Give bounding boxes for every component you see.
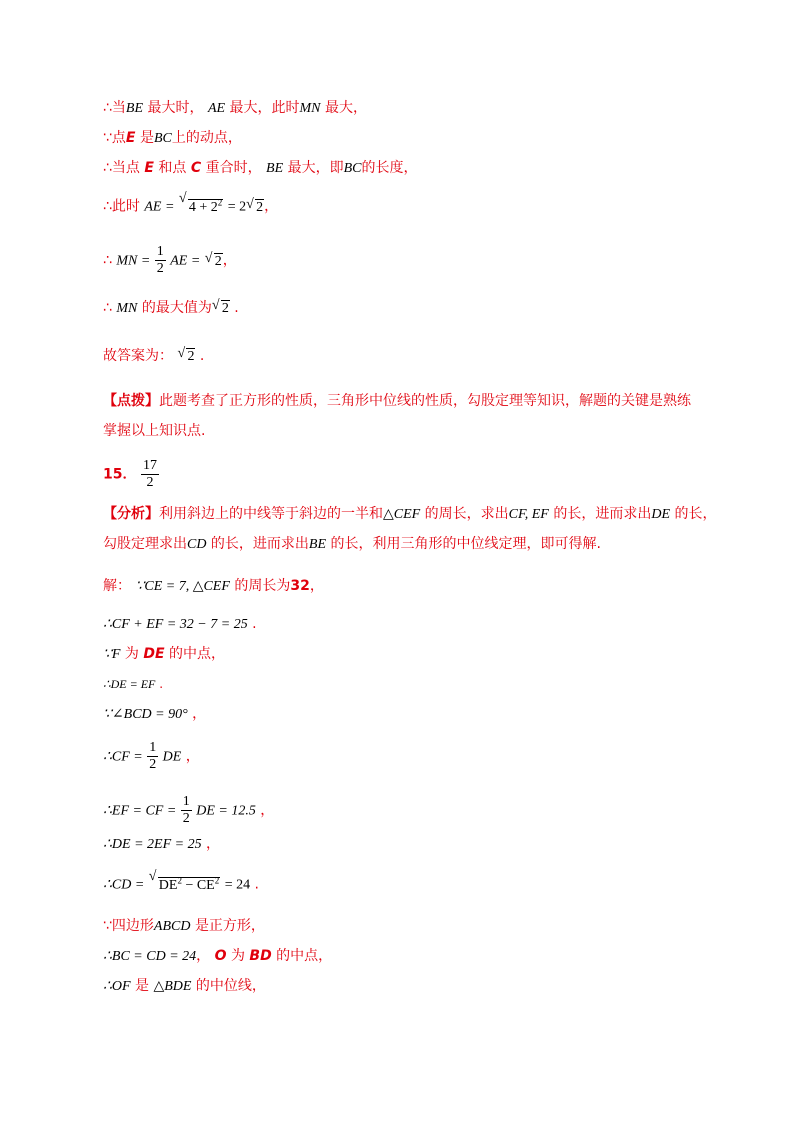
math-o: O [214, 948, 227, 964]
math-cf-ef: CF, EF [508, 507, 549, 522]
punct: ， [196, 948, 211, 964]
exponent: 2 [214, 875, 220, 885]
solution-line-10 [103, 916, 265, 937]
math-be: BE [125, 101, 144, 116]
punct: ， [260, 802, 275, 819]
math-e: E [144, 160, 154, 176]
text: 的长， [674, 506, 717, 522]
math-abcd: ABCD [153, 919, 191, 934]
text: 的周长为 [234, 578, 291, 594]
math-expr: = 24 [224, 877, 251, 893]
analysis-label: 【分析】 [103, 506, 159, 522]
exponent: 2 [217, 197, 223, 207]
math-cd: CD [187, 537, 207, 552]
text: 为 [124, 646, 139, 662]
math-de: DE [651, 507, 670, 522]
solution-line-4 [103, 674, 163, 694]
punct: ， [192, 706, 207, 722]
text: 最大，即 [287, 160, 344, 176]
sqrt-two: √ 2 [246, 196, 264, 215]
text: 和点 [158, 160, 187, 176]
denominator: 2 [182, 811, 190, 826]
punct: . [199, 348, 205, 364]
tip-label: 【点拨】 [103, 393, 159, 409]
math-e: E [125, 130, 136, 146]
text: ∴ [103, 300, 112, 316]
text: 的中点， [276, 948, 333, 964]
question-15-answer [103, 458, 159, 491]
math-expr: ∴CF + EF = 32 − 7 = 25 [103, 617, 248, 632]
text: ∴ [103, 252, 112, 269]
line-mn-half-ae [103, 244, 237, 277]
radicand: 4 + 2 [188, 199, 218, 215]
math-triangle-bde: △BDE [153, 979, 192, 994]
numerator: 1 [156, 244, 164, 259]
text: ∴此时 [103, 198, 140, 215]
text: 的长，利用三角形的中位线定理，即可得解. [330, 536, 601, 552]
solution-line-1 [103, 576, 324, 597]
punct: . [254, 876, 259, 893]
solution-line-6 [103, 740, 200, 773]
numerator: 1 [149, 740, 157, 755]
math-ae: AE = [144, 199, 175, 215]
radicand: DE [158, 877, 178, 893]
math-ae: AE = [170, 253, 201, 269]
numerator: 1 [182, 794, 190, 809]
math-bc: BC [343, 161, 362, 176]
numerator: 17 [142, 458, 157, 473]
math-bd: BD [249, 948, 272, 964]
punct: . [252, 616, 257, 632]
text: 最大， [324, 100, 367, 116]
math-triangle-cef: △CEF [383, 507, 421, 522]
line-answer [103, 346, 204, 367]
text: 的长，进而求出 [210, 536, 309, 552]
radicand: 2 [214, 253, 222, 269]
text: 最大时， [147, 100, 204, 116]
text: 是正方形， [194, 918, 265, 934]
text: 的最大值为 [141, 300, 212, 316]
line-be-max [103, 98, 367, 119]
math-mn: MN [299, 101, 321, 116]
math-f: ∵F [103, 647, 121, 662]
sqrt-expr: √ $4 + 2^2$ [178, 191, 223, 215]
text: ∴当 [103, 100, 126, 116]
text: 是 [139, 130, 154, 146]
tip-text: 此题考查了正方形的性质，三角形中位线的性质，勾股定理等知识，解题的关键是熟练掌握以上知识点. [103, 393, 691, 439]
text: 的中位线， [195, 978, 266, 994]
punct: ， [206, 836, 221, 852]
sqrt-two: √ 2 [204, 250, 222, 269]
text: ∴当点 [103, 160, 140, 176]
math-de: DE [162, 749, 182, 765]
text: 最大，此时 [229, 100, 300, 116]
sqrt-two: √ 2 [211, 298, 229, 316]
radicand: 2 [256, 199, 264, 215]
exponent: 2 [177, 875, 182, 885]
radicand: 2 [187, 349, 195, 364]
fraction-answer [141, 458, 159, 491]
math-de: DE [143, 646, 165, 662]
tip-paragraph [103, 386, 703, 446]
solution-line-2 [103, 614, 257, 635]
question-number: 15． [103, 466, 137, 483]
text: ∵点 [103, 130, 126, 146]
solution-line-8 [103, 834, 220, 855]
denominator: 2 [149, 757, 157, 772]
punct: ， [222, 252, 237, 269]
punct: ， [309, 578, 324, 594]
fraction-half [181, 794, 192, 827]
math-c: C [190, 160, 202, 176]
punct: . [234, 300, 239, 316]
line-e-coincides-c [103, 158, 418, 179]
solution-line-11 [103, 946, 332, 967]
punct: ， [264, 198, 279, 215]
text: 勾股定理求出 [103, 536, 187, 552]
math-be: BE [266, 161, 284, 176]
math-bc: BC [153, 131, 172, 146]
text: 的周长，求出 [424, 506, 509, 522]
solution-line-3 [103, 644, 225, 665]
math-expr: ∴DE = 2EF = 25 [103, 837, 202, 852]
math-given: ∵CE = 7, △CEF [135, 579, 230, 594]
fraction-half [155, 244, 166, 277]
denominator: 2 [156, 261, 164, 276]
text: 的长度， [361, 160, 418, 176]
analysis-line-1 [103, 504, 716, 525]
denominator: 2 [146, 475, 154, 490]
math-expr: DE = 12.5 [196, 803, 256, 819]
radicand: − CE [181, 877, 215, 893]
text: 是 [135, 978, 150, 994]
line-ae-value [103, 192, 278, 218]
punct: . [159, 677, 164, 691]
math-eq: = 2 [227, 199, 247, 215]
fraction-half [147, 740, 158, 773]
solution-line-9 [103, 870, 259, 896]
text: 的中点， [169, 646, 226, 662]
solution-line-5 [103, 704, 206, 725]
line-e-moving-point [103, 128, 242, 149]
math-mn: MN = [116, 253, 151, 269]
analysis-line-2 [103, 534, 601, 555]
text: 为 [230, 948, 245, 964]
math-mn: MN [116, 301, 138, 316]
line-mn-max-value [103, 298, 239, 319]
math-expr: ∵∠BCD = 90° [103, 707, 188, 722]
text: ∵四边形 [103, 918, 154, 934]
value: 32 [290, 578, 310, 594]
solution-line-7 [103, 794, 274, 827]
math-expr: ∴EF = CF = [103, 803, 177, 819]
sqrt-expr: √ $DE^2 - CE^2$ [148, 869, 220, 893]
math-expr: ∴CD = [103, 877, 145, 893]
math-expr: ∴DE = EF [103, 677, 156, 691]
text: 利用斜边上的中线等于斜边的一半和 [159, 506, 383, 522]
math-expr: ∴CF = [103, 749, 143, 765]
text: 重合时， [205, 160, 262, 176]
radicand: 2 [221, 301, 229, 316]
text: 的长，进而求出 [553, 506, 652, 522]
math-ae: AE [207, 101, 226, 116]
punct: ， [185, 748, 200, 765]
math-be: BE [308, 537, 327, 552]
math-of: ∴OF [103, 979, 131, 994]
math-expr: ∴BC = CD = 24 [103, 949, 197, 964]
text: 上的动点， [171, 130, 242, 146]
sqrt-two: √ 2 [177, 346, 195, 364]
text: 故答案为： [103, 348, 173, 364]
solution-line-12 [103, 976, 266, 997]
text: 解： [103, 578, 131, 594]
